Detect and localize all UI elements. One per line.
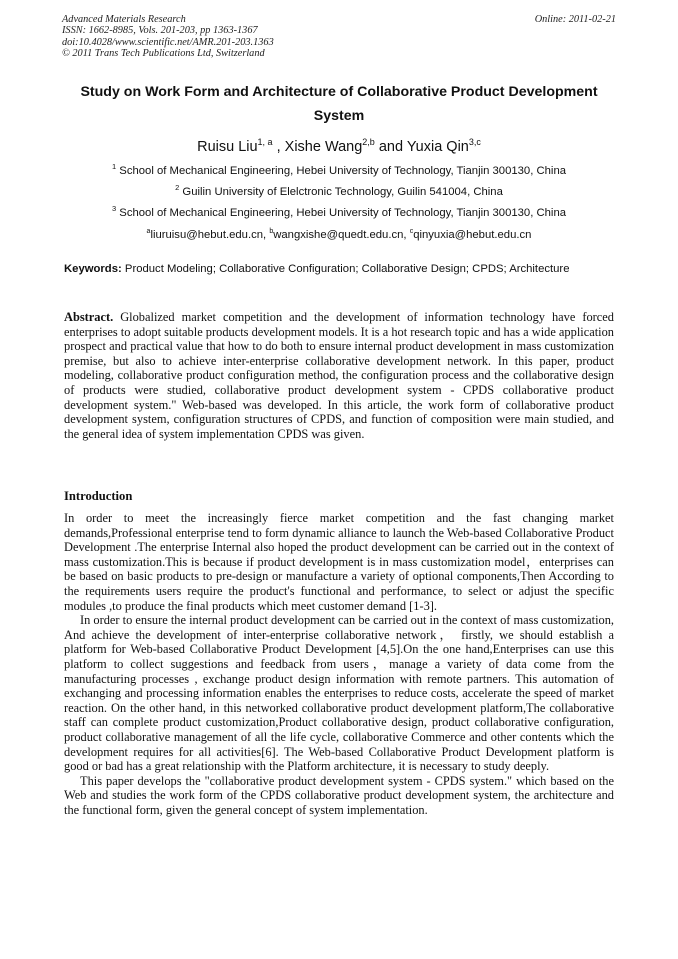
paragraph: In order to meet the increasingly fierce market competition and the fast changing market demands,Professional enterprise tend to form dynamic alliance to launch the Web-based Collaborative Product Development .The enterprise Internal also hoped the product development can be carried out in the context of mass customization.This is because if product development is in mass customization model，enterprises can be based on basic products to pre-design or manufacture a variety of optional components,Then According to the requirements users require the product's functional and performance, to select or adjust the specific modules ,to produce the final products which meet customer demand [1-3]. [64, 511, 614, 613]
doi-line: doi:10.4028/www.scientific.net/AMR.201-203.1363 [62, 36, 274, 48]
journal-name: Advanced Materials Research [62, 14, 186, 25]
author-name: Yuxia Qin [406, 139, 469, 155]
affiliation-number: 3 [111, 204, 117, 213]
email-superscript: c [409, 228, 414, 235]
section-heading: Introduction [64, 489, 133, 503]
abstract-label: Abstract. [64, 310, 114, 324]
affiliation-number: 1 [111, 162, 117, 171]
author-superscript: 2,b [362, 137, 375, 147]
author-emails [0, 228, 678, 242]
issn-line: ISSN: 1662-8985, Vols. 201-203, pp 1363-1367 [62, 25, 258, 37]
publication-info [62, 14, 274, 59]
email-address[interactable]: wangxishe@quedt.edu.cn, [273, 229, 410, 241]
author-separator: and [374, 139, 407, 155]
affiliation [0, 206, 678, 220]
email-address[interactable]: liuruisu@hebut.edu.cn, [150, 229, 270, 241]
copyright-line: © 2011 Trans Tech Publications Ltd, Switzerland [62, 47, 265, 59]
online-date: Online: 2011-02-21 [534, 14, 616, 25]
author-list [0, 137, 678, 157]
abstract-text: Globalized market competition and the development of information technology have forced enterprises to adopt suitable products development models. It is a hot research topic and has a wide application prospect and practical value that how to do both to ensure internal product development in mass customization premise, but also to achieve inter-enterprise collaborative development network. In this paper, product modeling, collaborative product configuration method, the configuration process and the collaborative design of products were studied, collaborative product development system - CPDS collaborative product development system." Web-based was developed. In this article, the work form of collaborative product development system, configuration structures of CPDS, and function of composition were main studied, and the general idea of system implementation CPDS was given. [64, 310, 614, 441]
paper-title: Study on Work Form and Architecture of Collaborative Product Development System [80, 84, 598, 124]
affiliation [0, 185, 678, 199]
affiliation-text: Guilin University of Elelctronic Technology, Guilin 541004, China [182, 186, 503, 198]
author-separator: , [272, 139, 285, 155]
paragraph: This paper develops the "collaborative product development system - CPDS system." which based on the Web and studies the work form of the CPDS collaborative product development system, the architecture and the functional form, given the general concept of system implementation. [64, 773, 614, 817]
keywords-text: Product Modeling; Collaborative Configuration; Collaborative Design; CPDS; Architecture [124, 263, 570, 275]
introduction-body [64, 511, 614, 817]
email-superscript: a [146, 228, 151, 235]
affiliation-text: School of Mechanical Engineering, Hebei University of Technology, Tianjin 300130, China [119, 207, 567, 219]
author-superscript: 1, a [257, 137, 273, 147]
author-name: Ruisu Liu [197, 139, 258, 155]
affiliation-text: School of Mechanical Engineering, Hebei University of Technology, Tianjin 300130, China [119, 165, 567, 177]
abstract-section [64, 310, 614, 441]
affiliation [0, 164, 678, 178]
paragraph: In order to ensure the internal product development can be carried out in the context of mass customization, And achieve the development of inter-enterprise collaborative network， firstly, we should establish a platform for Web-based Collaborative Product Development [4,5].On the one hand,Enterprises can use this platform to collect suggestions and feedback from users，manage a variety of data come from the manufacturing processes , exchange product design information with remote partners. This automation of exchanging and processing information enables the enterprises to reduce costs, accelerate the speed of market reaction. On the other hand, in this networked collaborative product development platform,The collaborative staff can complete product customization,Product collaborative design, product collaborative configuration, product collaborative management of all the life cycle, collaborative Commerce and other contents which the development requires for all activities[6]. The Web-based Collaborative Product Development platform is good or bad has a great relationship with the Platform architecture, it is necessary to study deeply. [64, 613, 614, 774]
author-name: Xishe Wang [284, 139, 363, 155]
keywords-section [64, 262, 614, 277]
author-superscript: 3,c [468, 137, 481, 147]
email-superscript: b [269, 228, 274, 235]
affiliation-number: 2 [175, 183, 180, 192]
email-address[interactable]: qinyuxia@hebut.edu.cn [413, 229, 532, 241]
keywords-label: Keywords: [64, 263, 122, 275]
